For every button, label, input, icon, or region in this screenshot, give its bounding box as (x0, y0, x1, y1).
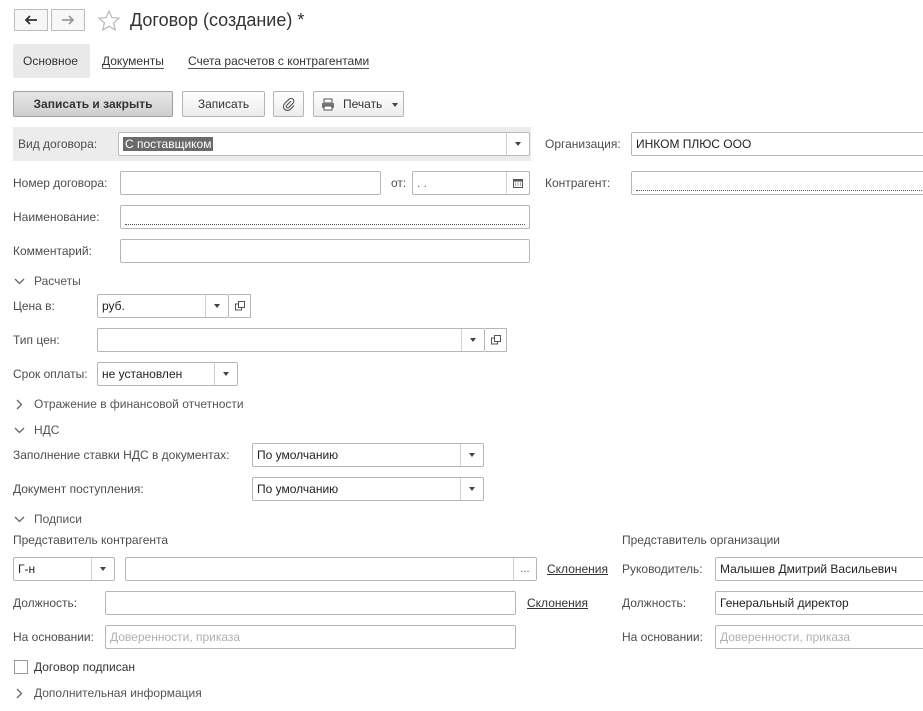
price-type-select[interactable] (97, 328, 485, 352)
dropdown-arrow-icon[interactable] (91, 558, 114, 580)
date-input[interactable] (412, 171, 530, 195)
comment-label: Комментарий: (13, 244, 92, 258)
chevron-down-icon (14, 427, 25, 434)
open-button[interactable] (229, 294, 251, 318)
receipt-document-value: По умолчанию (257, 482, 339, 496)
org-basis-label: На основании: (622, 630, 703, 644)
financial-reporting-header-label: Отражение в финансовой отчетности (34, 397, 244, 411)
counterparty-label: Контрагент: (545, 176, 611, 190)
head-label: Руководитель: (622, 562, 703, 576)
salutation-select[interactable] (13, 557, 115, 581)
printer-icon (321, 98, 335, 111)
dropdown-arrow-icon[interactable] (205, 295, 228, 317)
declensions-link[interactable]: Склонения (547, 562, 608, 576)
head-field[interactable]: Малышев Дмитрий Васильевич (715, 557, 923, 581)
counterparty-basis-label: На основании: (13, 630, 94, 644)
chevron-right-icon (14, 399, 25, 410)
comment-input[interactable] (120, 239, 530, 263)
contract-type-label: Вид договора: (18, 137, 98, 151)
signed-checkbox[interactable] (14, 660, 28, 674)
dropdown-arrow-icon[interactable] (461, 329, 484, 351)
arrow-right-icon (61, 15, 75, 25)
declensions-link[interactable]: Склонения (527, 596, 588, 610)
payment-term-select[interactable] (97, 362, 238, 386)
calendar-icon[interactable] (506, 172, 529, 194)
price-in-label: Цена в: (13, 299, 55, 313)
arrow-left-icon (24, 15, 38, 25)
input-underline (125, 224, 525, 225)
contract-number-input[interactable] (120, 171, 381, 195)
counterparty-basis-input[interactable] (105, 625, 516, 649)
counterparty-rep-name-input[interactable] (125, 557, 537, 581)
price-type-label: Тип цен: (13, 333, 60, 347)
org-position-label: Должность: (622, 596, 687, 610)
contract-type-value: С поставщиком (125, 137, 212, 151)
counterparty-basis-placeholder: Доверенности, приказа (110, 630, 241, 644)
chevron-down-icon (14, 516, 25, 523)
back-button[interactable] (14, 9, 48, 31)
tab-main[interactable]: Основное (23, 54, 78, 68)
date-label: от: (391, 176, 407, 190)
tab-settlement-accounts-label: Счета расчетов с контрагентами (188, 54, 370, 68)
org-rep-title: Представитель организации (622, 533, 780, 547)
org-basis-input[interactable] (715, 625, 923, 649)
open-window-icon (235, 301, 245, 311)
counterparty-position-label: Должность: (13, 596, 78, 610)
counterparty-field[interactable] (631, 171, 923, 195)
contract-number-label: Номер договора: (13, 176, 108, 190)
favorite-star-icon[interactable] (97, 9, 121, 36)
signatures-group-header[interactable] (14, 512, 82, 526)
paperclip-icon (282, 97, 296, 111)
vat-header-label: НДС (34, 423, 60, 437)
payment-term-value: не установлен (102, 367, 183, 381)
price-in-value: руб. (102, 299, 125, 313)
signed-checkbox-label[interactable]: Договор подписан (34, 660, 136, 674)
dropdown-arrow-icon[interactable] (460, 444, 483, 466)
organization-label: Организация: (545, 137, 621, 151)
tab-settlement-accounts[interactable] (188, 44, 369, 78)
counterparty-rep-title: Представитель контрагента (13, 533, 169, 547)
org-basis-placeholder: Доверенности, приказа (720, 630, 851, 644)
open-window-icon (491, 335, 501, 345)
receipt-document-select[interactable] (252, 477, 484, 501)
chevron-down-icon (392, 103, 398, 107)
settlements-header-label: Расчеты (34, 274, 81, 288)
attach-button[interactable] (273, 91, 304, 117)
forward-button[interactable] (51, 9, 85, 31)
signatures-header-label: Подписи (34, 512, 82, 526)
payment-term-label: Срок оплаты: (13, 367, 88, 381)
save-and-close-button[interactable]: Записать и закрыть (13, 91, 173, 117)
print-label: Печать (343, 97, 383, 111)
additional-info-header-label: Дополнительная информация (34, 686, 202, 700)
vat-fill-rate-value: По умолчанию (257, 448, 339, 462)
contract-type-select[interactable] (118, 132, 530, 156)
dropdown-arrow-icon[interactable] (460, 478, 483, 500)
financial-reporting-group-header[interactable] (14, 397, 244, 411)
save-button[interactable]: Записать (182, 91, 265, 117)
tab-documents-label: Документы (102, 54, 164, 68)
chevron-down-icon (14, 278, 25, 285)
more-icon[interactable]: ... (513, 558, 536, 580)
price-in-select[interactable] (97, 294, 229, 318)
dropdown-arrow-icon[interactable] (506, 133, 529, 155)
name-label: Наименование: (13, 210, 100, 224)
input-underline (636, 190, 923, 191)
salutation-value: Г-н (18, 562, 36, 576)
name-input[interactable] (120, 205, 530, 229)
vat-fill-rate-label: Заполнение ставки НДС в документах: (13, 448, 230, 462)
settlements-group-header[interactable] (14, 274, 81, 288)
chevron-right-icon (14, 688, 25, 699)
vat-group-header[interactable] (14, 423, 59, 437)
organization-field[interactable]: ИНКОМ ПЛЮС ООО (631, 132, 923, 156)
vat-fill-rate-select[interactable] (252, 443, 484, 467)
counterparty-position-input[interactable] (105, 591, 516, 615)
additional-info-group-header[interactable] (14, 686, 202, 700)
date-value: . . (417, 176, 428, 190)
tab-documents[interactable] (102, 44, 164, 78)
dropdown-arrow-icon[interactable] (214, 363, 237, 385)
print-button[interactable] (313, 91, 404, 117)
receipt-document-label: Документ поступления: (13, 482, 144, 496)
org-position-field[interactable]: Генеральный директор (715, 591, 923, 615)
page-title: Договор (создание) * (130, 10, 305, 30)
open-button[interactable] (485, 328, 507, 352)
